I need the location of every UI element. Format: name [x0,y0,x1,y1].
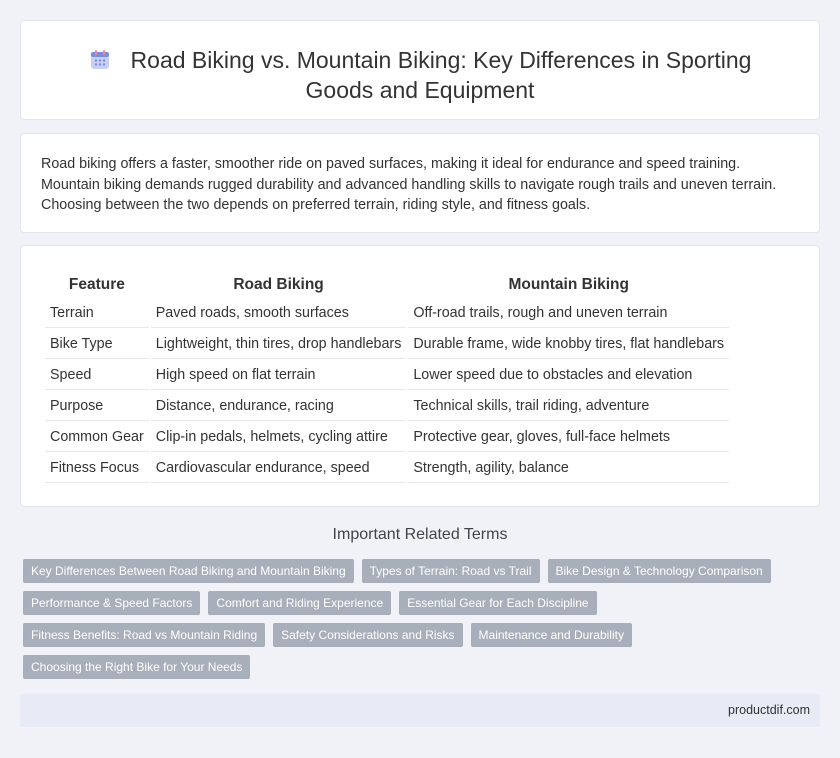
table-row [45,299,729,328]
cell-mountain: Protective gear, gloves, full-face helmets [408,423,729,452]
header-mountain-biking: Mountain Biking [508,276,629,293]
header-feature: Feature [68,276,125,293]
related-term-tag[interactable]: Maintenance and Durability [471,623,632,647]
cell-road: Lightweight, thin tires, drop handlebars [151,330,407,359]
cell-mountain: Durable frame, wide knobby tires, flat handlebars [408,330,729,359]
cell-feature: Terrain [45,299,149,328]
related-term-tag[interactable]: Types of Terrain: Road vs Trail [362,559,540,583]
cell-feature: Fitness Focus [45,454,149,483]
cell-feature: Common Gear [45,423,149,452]
related-term-tag[interactable]: Bike Design & Technology Comparison [548,559,771,583]
cell-road: Distance, endurance, racing [151,392,407,421]
cell-road: High speed on flat terrain [151,361,407,390]
cell-feature: Bike Type [45,330,149,359]
cell-road: Paved roads, smooth surfaces [151,299,407,328]
related-term-tag[interactable]: Choosing the Right Bike for Your Needs [23,655,250,679]
related-term-tag[interactable]: Fitness Benefits: Road vs Mountain Riding [23,623,265,647]
cell-mountain: Off-road trails, rough and uneven terrain [408,299,729,328]
table-row [45,330,729,359]
header-road-biking: Road Biking [233,276,324,293]
cell-feature: Speed [45,361,149,390]
comparison-card [20,245,820,507]
table-row [45,454,729,483]
table-row [45,392,729,421]
footer-bar [20,694,820,727]
cell-feature: Purpose [45,392,149,421]
table-header-row [45,273,729,297]
related-term-tag[interactable]: Performance & Speed Factors [23,591,200,615]
comparison-table [43,271,731,485]
intro-card [20,133,820,233]
related-term-tag[interactable]: Safety Considerations and Risks [273,623,462,647]
page-title: Road Biking vs. Mountain Biking: Key Differences in Sporting Goods and Equipment [130,47,752,103]
cell-mountain: Strength, agility, balance [408,454,729,483]
related-term-tag[interactable]: Essential Gear for Each Discipline [399,591,596,615]
cell-road: Cardiovascular endurance, speed [151,454,407,483]
related-term-tag[interactable]: Key Differences Between Road Biking and Mountain Biking [23,559,354,583]
cell-mountain: Technical skills, trail riding, adventure [408,392,729,421]
footer-site-link[interactable]: productdif.com [728,703,810,717]
cell-road: Clip-in pedals, helmets, cycling attire [151,423,407,452]
header-card [20,20,820,120]
table-row [45,423,729,452]
page-title-wrap [21,45,819,105]
cell-mountain: Lower speed due to obstacles and elevation [408,361,729,390]
related-term-tag[interactable]: Comfort and Riding Experience [208,591,391,615]
related-terms-title: Important Related Terms [332,526,508,543]
table-row [45,361,729,390]
intro-paragraph: Road biking offers a faster, smoother ride on paved surfaces, making it ideal for endurance and speed training. Mountain biking demands rugged durability and advanced handling skills to navigate rough trails and uneven terrain. Choosing between the two depends on preferred terrain, riding style, and fitness goals. [41,156,777,213]
calendar-icon [89,49,111,71]
related-terms-list [23,559,813,687]
